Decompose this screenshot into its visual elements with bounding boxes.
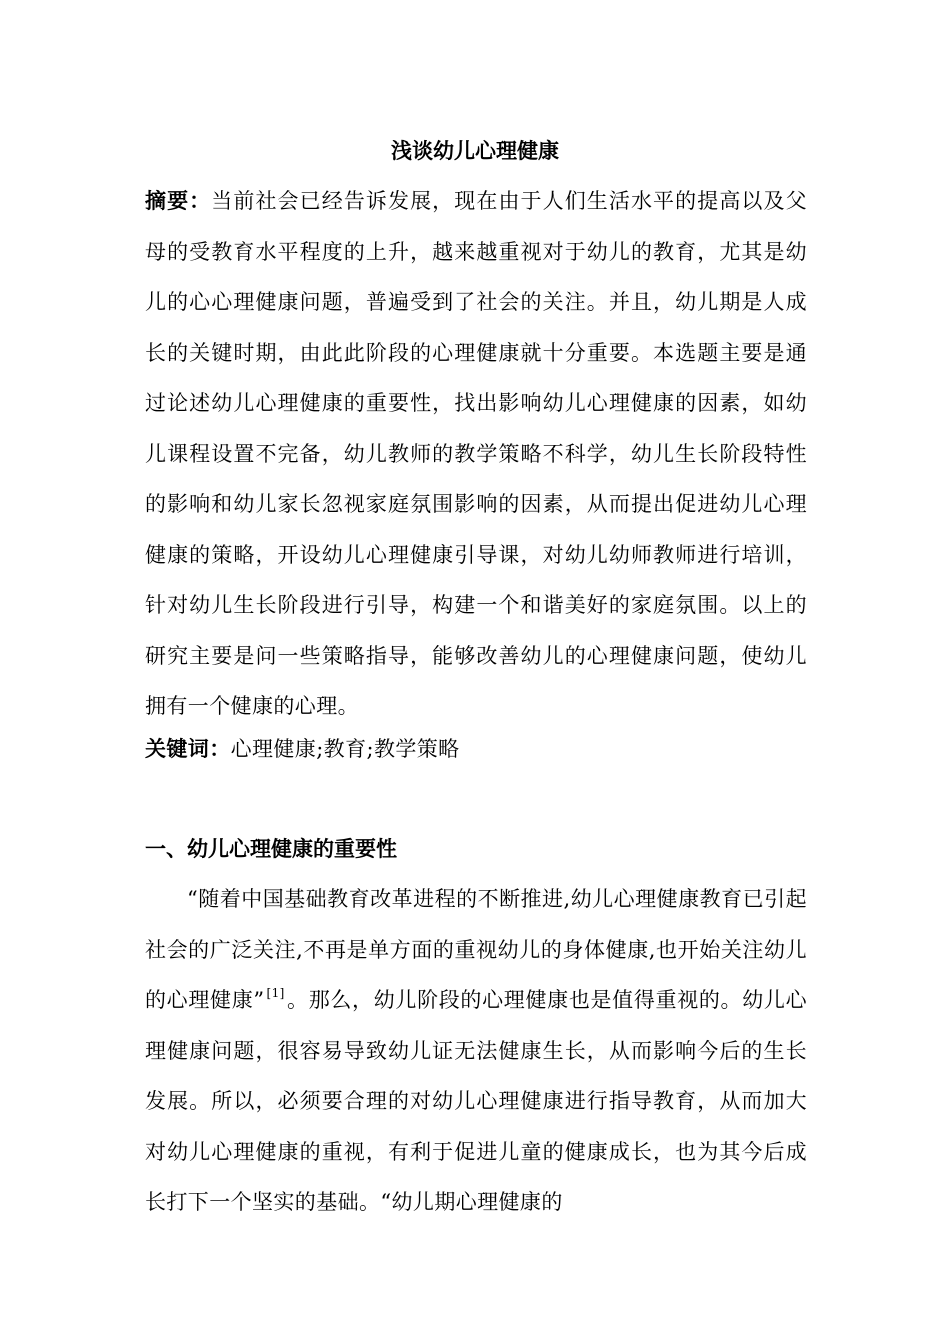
- abstract-label: 摘要：: [145, 189, 212, 213]
- paragraph-text-part2: 。那么，幼儿阶段的心理健康也是值得重视的。幼儿心理健康问题，很容易导致幼儿证无法健康生长，从而影响今后的生长发展。所以，必须要合理的对幼儿心理健康进行指导教育，从而加大对幼儿心理健康的重视，有利于促进儿童的健康成长，也为其今后成长打下一个坚实的基础。“幼儿期心理健康的: [145, 988, 807, 1214]
- citation-marker: [1]: [266, 986, 285, 1000]
- keywords-line: [145, 724, 807, 775]
- keywords-text: 心理健康;教育;教学策略: [230, 737, 460, 761]
- keywords-label: 关键词：: [145, 737, 231, 761]
- paragraph-text-part1: “随着中国基础教育改革进程的不断推进,幼儿心理健康教育已引起社会的广泛关注,不再是单方面的重视幼儿的身体健康,也开始关注幼儿的心理健康”: [145, 887, 807, 1012]
- document-title: 浅谈幼儿心理健康: [391, 139, 559, 163]
- section-body-paragraph: [145, 874, 807, 1228]
- abstract-text: 当前社会已经告诉发展，现在由于人们生活水平的提高以及父母的受教育水平程度的上升，越来越重视对于幼儿的教育，尤其是幼儿的心心理健康问题，普遍受到了社会的关注。并且，幼儿期是人成长的关键时期，由此此阶段的心理健康就十分重要。本选题主要是通过论述幼儿心理健康的重要性，找出影响幼儿心理健康的因素，如幼儿课程设置不完备，幼儿教师的教学策略不科学，幼儿生长阶段特性的影响和幼儿家长忽视家庭氛围影响的因素，从而提出促进幼儿心理健康的策略，开设幼儿心理健康引导课，对幼儿幼师教师进行培训，针对幼儿生长阶段进行引导，构建一个和谐美好的家庭氛围。以上的研究主要是问一些策略指导，能够改善幼儿的心理健康问题，使幼儿拥有一个健康的心理。: [145, 189, 807, 718]
- section-heading: 一、幼儿心理健康的重要性: [145, 837, 397, 861]
- abstract-paragraph: [145, 176, 807, 732]
